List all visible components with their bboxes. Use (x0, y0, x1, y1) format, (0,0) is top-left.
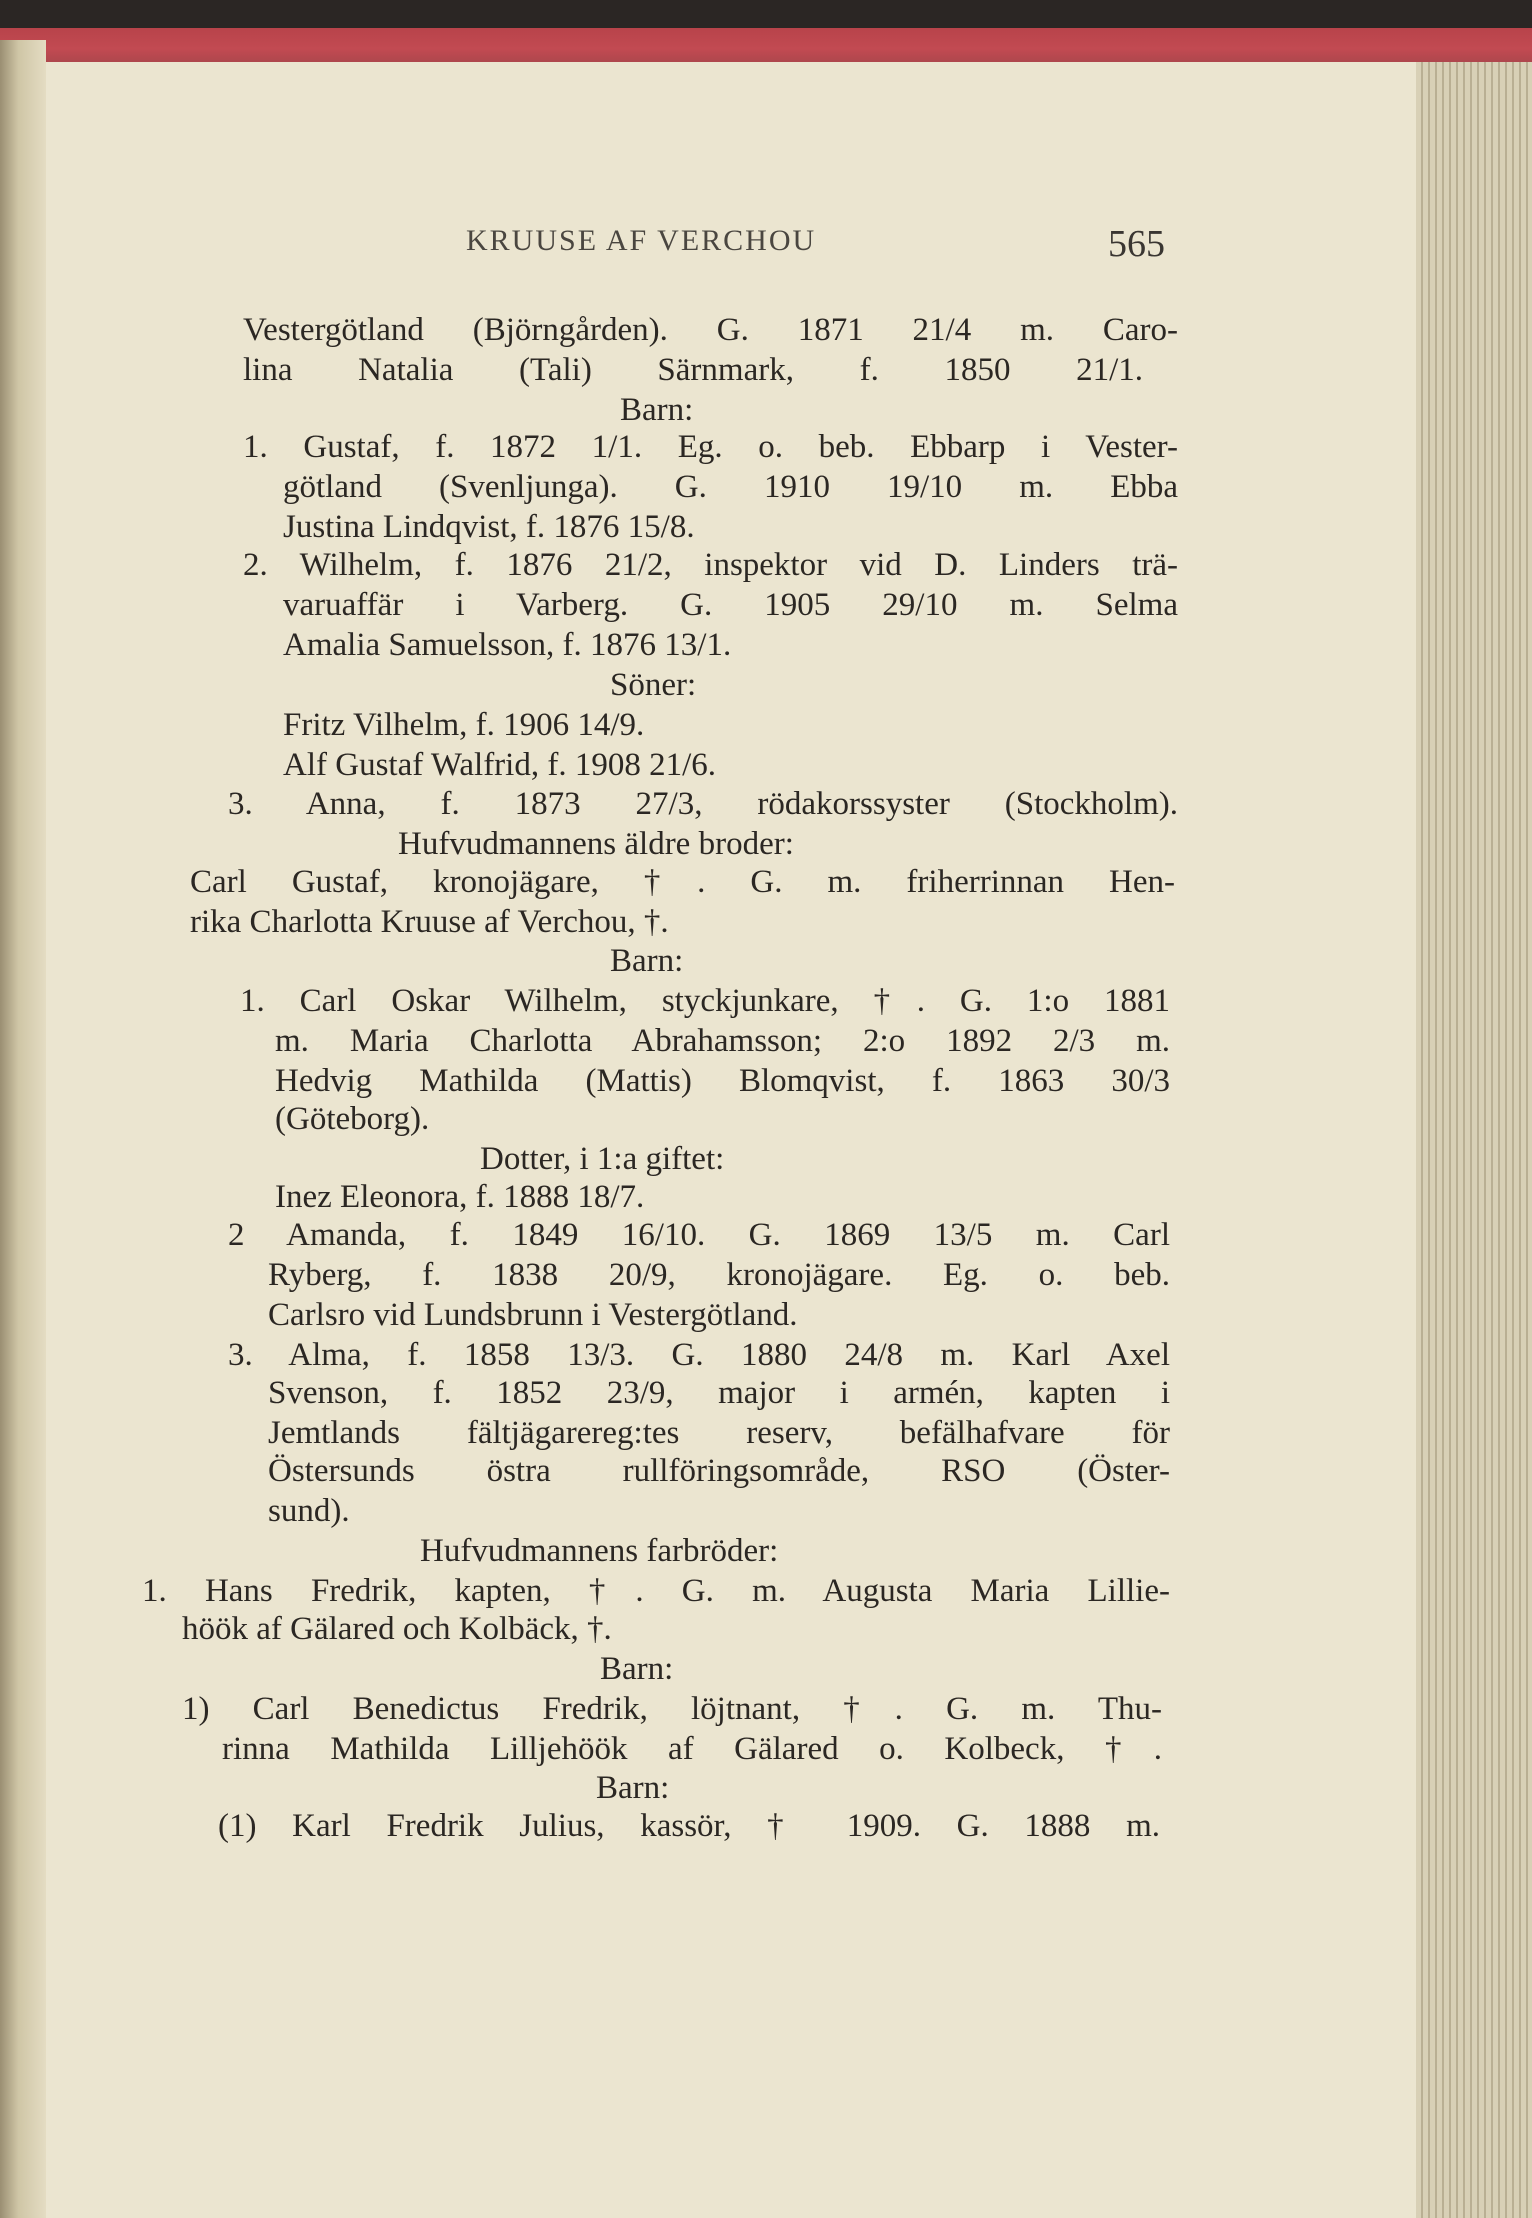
book-red-headband (0, 28, 1532, 66)
text-line: 3. Alma, f. 1858 13/3. G. 1880 24/8 m. Karl Axel (228, 1337, 1170, 1373)
text-line: Svenson, f. 1852 23/9, major i armén, kapten i (268, 1375, 1170, 1411)
text-line: 1. Hans Fredrik, kapten, †. G. m. Augusta Maria Lillie- (142, 1573, 1170, 1609)
text-line: 2. Wilhelm, f. 1876 21/2, inspektor vid D. Linders trä- (243, 547, 1178, 583)
text-line: Barn: (610, 943, 684, 979)
text-line: m. Maria Charlotta Abrahamsson; 2:o 1892 2/3 m. (275, 1023, 1170, 1059)
text-line: 1. Gustaf, f. 1872 1/1. Eg. o. beb. Ebbarp i Vester- (243, 429, 1178, 465)
text-line: 1) Carl Benedictus Fredrik, löjtnant, †. G. m. Thu- (182, 1691, 1162, 1727)
text-line: varuaffär i Varberg. G. 1905 29/10 m. Selma (283, 587, 1178, 623)
page-stack-edge (1416, 62, 1532, 2218)
text-line: Alf Gustaf Walfrid, f. 1908 21/6. (283, 747, 716, 783)
page-number: 565 (1108, 223, 1165, 265)
text-line: Östersunds östra rullföringsområde, RSO (Öster- (268, 1453, 1170, 1489)
text-line: Barn: (620, 392, 694, 428)
text-line: 1. Carl Oskar Wilhelm, styckjunkare, †. G. 1:o 1881 (240, 983, 1170, 1019)
text-line: Fritz Vilhelm, f. 1906 14/9. (283, 707, 645, 743)
text-line: lina Natalia (Tali) Särnmark, f. 1850 21/1. (243, 352, 1143, 388)
text-line: Barn: (596, 1770, 670, 1806)
book-gutter-left (0, 40, 46, 2218)
text-line: Inez Eleonora, f. 1888 18/7. (275, 1179, 645, 1215)
text-line: 2 Amanda, f. 1849 16/10. G. 1869 13/5 m. Carl (228, 1217, 1170, 1253)
running-title: KRUUSE AF VERCHOU (466, 224, 817, 257)
text-line: Jemtlands fältjägarereg:tes reserv, befälhafvare för (268, 1415, 1170, 1451)
text-line: Vestergötland (Björngården). G. 1871 21/4 m. Caro- (243, 312, 1178, 348)
text-line: Amalia Samuelsson, f. 1876 13/1. (283, 627, 732, 663)
text-line: Justina Lindqvist, f. 1876 15/8. (283, 509, 695, 545)
text-line: götland (Svenljunga). G. 1910 19/10 m. Ebba (283, 469, 1178, 505)
text-line: Dotter, i 1:a giftet: (480, 1141, 725, 1177)
text-line: Hufvudmannens farbröder: (420, 1533, 779, 1569)
text-line: sund). (268, 1493, 350, 1529)
text-line: rika Charlotta Kruuse af Verchou, †. (190, 904, 669, 940)
text-line: Carlsro vid Lundsbrunn i Vestergötland. (268, 1297, 798, 1333)
text-line: (Göteborg). (275, 1101, 430, 1137)
text-line: Hufvudmannens äldre broder: (398, 826, 794, 862)
text-line: Barn: (600, 1651, 674, 1687)
text-line: höök af Gälared och Kolbäck, †. (182, 1611, 612, 1647)
text-line: Ryberg, f. 1838 20/9, kronojägare. Eg. o. beb. (268, 1257, 1170, 1293)
text-line: Carl Gustaf, kronojägare, †. G. m. friherrinnan Hen- (190, 864, 1175, 900)
text-line: Söner: (610, 667, 697, 703)
text-line: 3. Anna, f. 1873 27/3, rödakorssyster (Stockholm). (228, 786, 1178, 822)
text-line: Hedvig Mathilda (Mattis) Blomqvist, f. 1863 30/3 (275, 1063, 1170, 1099)
text-line: (1) Karl Fredrik Julius, kassör, † 1909. G. 1888 m. (218, 1808, 1160, 1844)
text-line: rinna Mathilda Lilljehöök af Gälared o. Kolbeck, †. (222, 1731, 1162, 1767)
